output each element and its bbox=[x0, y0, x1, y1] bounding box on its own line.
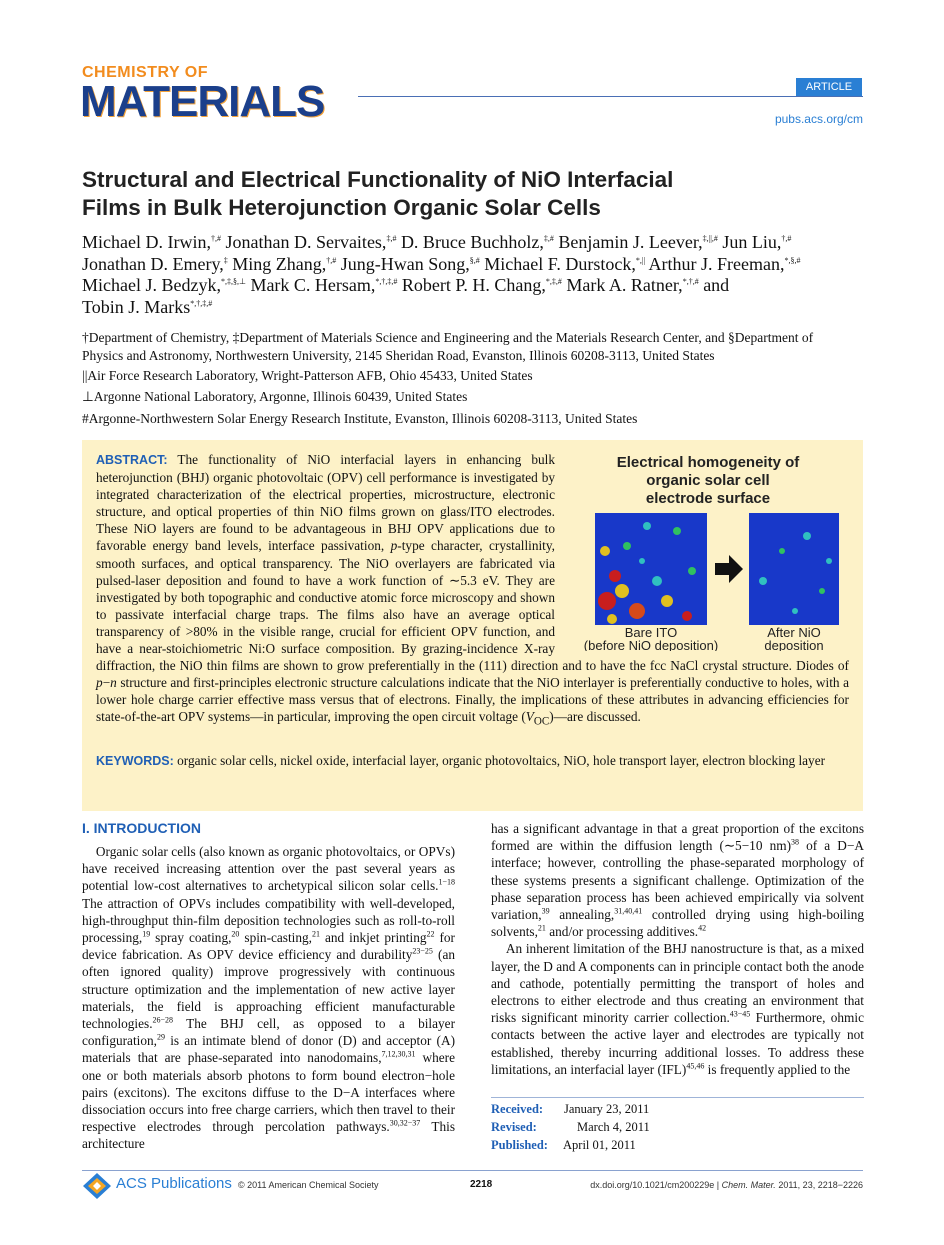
toc-title-line-3: electrode surface bbox=[645, 490, 771, 507]
article-type-badge: ARTICLE bbox=[796, 78, 862, 96]
toc-caption-right-2: deposition bbox=[764, 638, 824, 651]
published-date: April 01, 2011 bbox=[563, 1138, 636, 1152]
abstract-body: The functionality of NiO interfacial layers in enhancing bulk heterojunction (BHJ) organic photovoltaic (OPV) cell performance is investigated by integrated characterization of the electrical properties, microstructure, electronic structure, and optical properties of thin NiO films grown on glass/ITO electrodes. These NiO layers are found to be advantageous in BHJ OPV applications due to favorable energy band levels, interface passivation, p-type character, crystallinity, smooth surfaces, and optical transparency. The NiO overlayers are fabricated via pulsed-laser deposition and found to have a work function of ∼5.3 eV. They are investigated by both topographic and conductive atomic force microscopy and shown to passivate interfacial charge traps. The films also have an average optical transparency of >80% in the visible range, crucial for efficient OPV function, and have a near-stoichiometric Ni:O surface composition. By grazing-incidence X-ray diffraction, the NiO thin films are shown to grow preferentially in the (111) direction and to have the fcc NaCl crystal structure. Diodes of p−n structure and first-principles electronic structure calculations indicate that the NiO interlayer is preferentially conductive to holes, with a lower hole charge carrier effective mass versus that of electrons. Finally, the implications of these attributes in advancing efficiencies for state-of-the-art OPV systems—in particular, improving the open circuit voltage $(V_{OC})—are$ discussed. bbox=[96, 452, 849, 729]
title-line-2: Films in Bulk Heterojunction Organic Solar Cells bbox=[82, 195, 601, 220]
toc-caption-left-2: (before NiO deposition) bbox=[583, 638, 719, 651]
body-column-left: Organic solar cells (also known as organic photovoltaics, or OPVs) have received increasing attention over the past several years as potential low-cost alternatives to archetypical silicon solar cells.$^{1-18}$ The attraction of OPVs includes compatibility with well-developed, high-throughput thin-film deposition technologies such as roll-to-roll processing,$^{19}$ spray coating,$^{20}$ spin-casting,$^{21}$ and inkjet printing$^{22}$ for device fabrication. As OPV device efficiency and durability$^{23-25}$ (an often ignored quality) improve progressively with continuous structure optimization and the implementation of new active layer materials, the field is approaching efficient manufacturable technologies.$^{26-28}$ The BHJ cell, as opposed to a bilayer configuration,$^{29}$ is an intimate blend of donor (D) and acceptor (A) materials that are phase-separated into nanodomains,$^{7,12,30,31}$ where one or both materials absorb photons to form bound electron−hole pairs (excitons). The excitons diffuse to the D−A interfaces where dissociation occurs into free charge carriers, which then travel to their respective electrodes through percolation pathways.$^{30,32-37}$ This architecture bbox=[82, 844, 455, 1152]
title-line-1: Structural and Electrical Functionality of NiO Interfacial bbox=[82, 167, 674, 192]
header-divider bbox=[358, 96, 863, 97]
affiliation-line: †Department of Chemistry, ‡Department of Materials Science and Engineering and the Materials Research Center, and §Department of bbox=[82, 330, 814, 345]
abstract bbox=[96, 451, 849, 731]
acs-logo-icon bbox=[82, 1172, 112, 1200]
footer-divider bbox=[82, 1170, 863, 1171]
article-title bbox=[82, 166, 862, 222]
toc-graphic-svg bbox=[567, 451, 849, 651]
publisher-name: ACS Publications bbox=[116, 1175, 232, 1192]
body-column-right: has a significant advantage in that a great proportion of the excitons formed are within the diffusion length (∼5−10 nm)$^{38}$ of a D−A interface; however, controlling the phase-separated morphology of these systems presents a significant challenge. Optimization of the phase separation process has been achieved empirically via solvent variation,$^{39}$ annealing,$^{31,40,41}$ controlled drying using high-boiling solvents,$^{21}$ and/or processing additives.$^{42}$ An inherent limitation of the BHJ nanostructure is that, as a mixed layer, the D and A components can in principle contact both the anode and cathode, potentially permitting the transport of holes and electrons to either electrode and thus creating an environment that risks significant minority carrier collection.$^{43-45}$ Furthermore, ohmic contacts between the active layer and electrodes are typically not established, thereby incurring additional losses. To address these limitations, an interfacial layer (IFL)$^{45,46}$ is frequently applied to the bbox=[491, 821, 865, 1077]
page-number: 2218 bbox=[470, 1179, 493, 1190]
revised-label: Revised: bbox=[491, 1120, 537, 1134]
affiliation-northwestern bbox=[82, 329, 872, 365]
abstract-label: ABSTRACT: bbox=[96, 453, 168, 467]
citation-details: 2011, 23, 2218−2226 bbox=[778, 1180, 863, 1190]
toc-caption-left-1: Bare ITO bbox=[624, 625, 678, 640]
right-arrow-icon bbox=[715, 555, 743, 583]
keywords bbox=[96, 752, 849, 770]
toc-caption-right-1: After NiO bbox=[767, 625, 821, 640]
revised-date: March 4, 2011 bbox=[577, 1120, 650, 1134]
received-date: January 23, 2011 bbox=[564, 1102, 650, 1116]
toc-title-line-1: Electrical homogeneity of bbox=[616, 454, 800, 471]
affiliation-afrl: ||Air Force Research Laboratory, Wright-Patterson AFB, Ohio 45433, United States bbox=[82, 368, 533, 383]
journal-logo: MATERIALS bbox=[80, 77, 325, 126]
doi-citation: dx.doi.org/10.1021/cm200229e | Chem. Mater. 2011, 23, 2218−2226 bbox=[590, 1180, 863, 1190]
toc-title-line-2: organic solar cell bbox=[646, 472, 770, 489]
affiliation-line: Physics and Astronomy, Northwestern University, 2145 Sheridan Road, Evanston, Illinois 60208-3113, United States bbox=[82, 348, 715, 363]
copyright: © 2011 American Chemical Society bbox=[238, 1180, 379, 1190]
toc-graphic bbox=[567, 451, 849, 651]
affiliation-argonne: ⊥Argonne National Laboratory, Argonne, Illinois 60439, United States bbox=[82, 389, 468, 404]
affiliation-ansre: #Argonne-Northwestern Solar Energy Research Institute, Evanston, Illinois 60208-3113, United States bbox=[82, 411, 638, 426]
author-list: Michael D. Irwin,†,# Jonathan D. Servaites,‡,# D. Bruce Buchholz,‡,# Benjamin J. Leever,‡,||,# Jun Liu,†,# Jonathan D. Emery,‡ Ming Zhang,†,# Jung-Hwan Song,§,# Michael F. Durstock,*,|| Arthur J. Freeman,*,§,# Michael J. Bedzyk,*,‡,§,⊥ Mark C. Hersam,*,†,‡,# Robert P. H. Chang,*,‡,# Mark A. Ratner,*,†,# and Tobin J. Marks*,†,‡,# bbox=[82, 232, 801, 317]
keywords-text: organic solar cells, nickel oxide, interfacial layer, organic photovoltaics, NiO, hole transport layer, electron blocking layer bbox=[177, 753, 826, 768]
published-label: Published: bbox=[491, 1138, 548, 1152]
dates-divider bbox=[491, 1097, 864, 1098]
citation-journal: Chem. Mater. bbox=[721, 1180, 776, 1190]
journal-url-link[interactable]: pubs.acs.org/cm bbox=[774, 112, 863, 126]
journal-logo-top: CHEMISTRY OF bbox=[82, 64, 209, 81]
section-heading-introduction: I. INTRODUCTION bbox=[82, 820, 201, 836]
keywords-label: KEYWORDS: bbox=[96, 754, 174, 768]
received-label: Received: bbox=[491, 1102, 544, 1116]
doi-link[interactable]: dx.doi.org/10.1021/cm200229e bbox=[590, 1180, 715, 1190]
